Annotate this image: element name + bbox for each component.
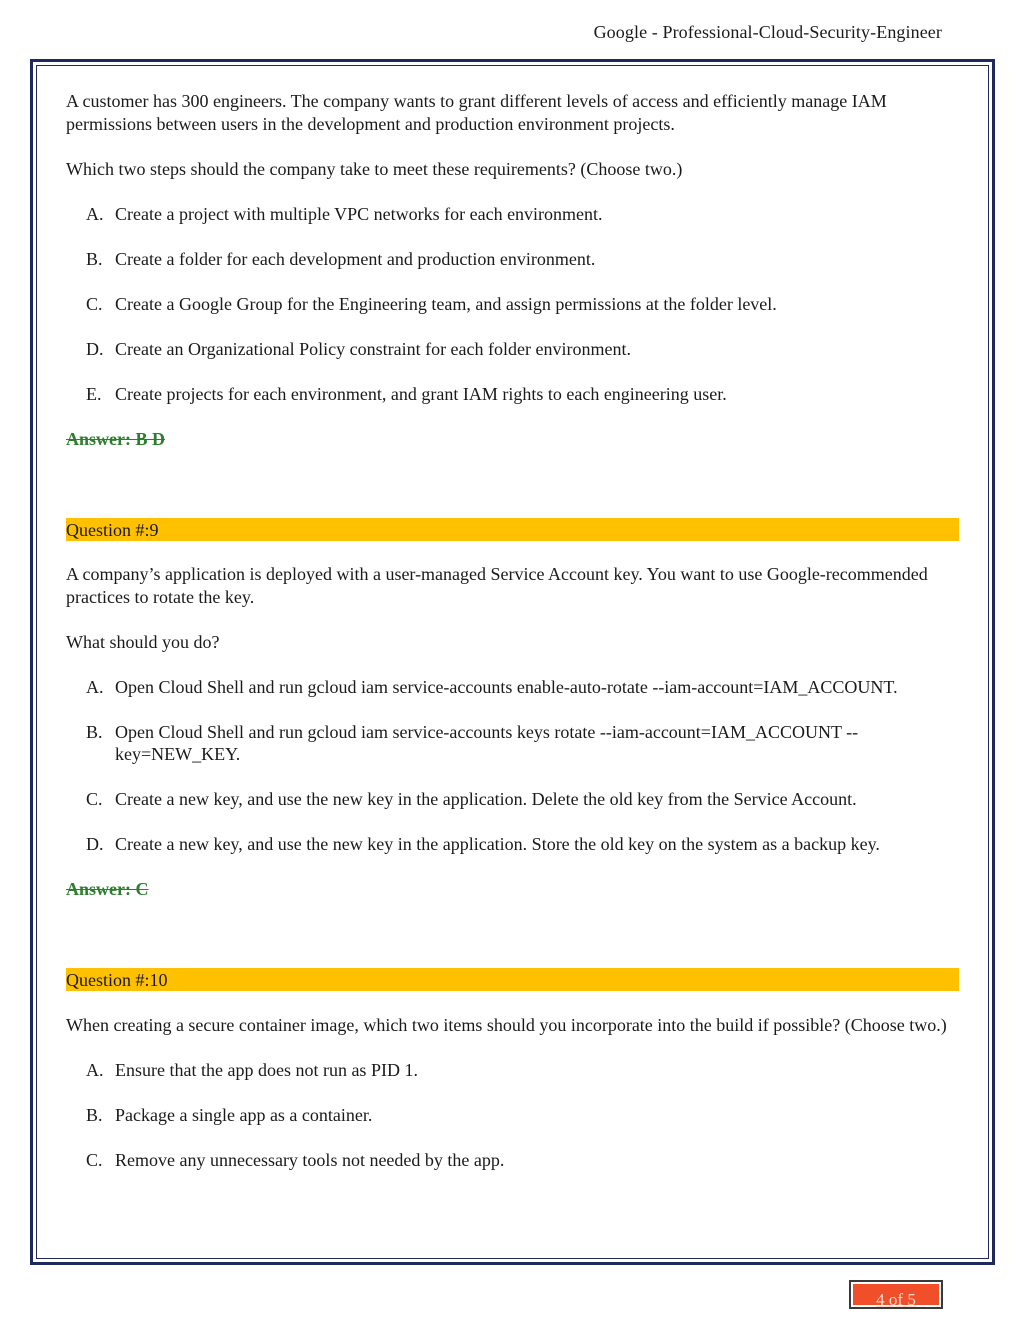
- option-d: [66, 338, 959, 361]
- question-heading-bar: [66, 518, 959, 541]
- page-number-badge[interactable]: [849, 1280, 943, 1309]
- answer-label: Answer: B D: [66, 428, 165, 449]
- option-text: Create a Google Group for the Engineering team, and assign permissions at the folder level.: [115, 293, 777, 314]
- option-text: Open Cloud Shell and run gcloud iam service-accounts keys rotate --iam-account=IAM_ACCOUNT --key=NEW_KEY.: [115, 721, 859, 764]
- page-number-text[interactable]: 4 of 5: [876, 1290, 916, 1309]
- option-text: Create a project with multiple VPC networks for each environment.: [115, 203, 603, 224]
- question-heading-bar: [66, 968, 959, 991]
- document-header: Google - Professional-Cloud-Security-Engineer: [593, 22, 942, 42]
- option-e: [66, 383, 959, 406]
- option-letter: D.: [86, 338, 104, 359]
- option-c: [66, 788, 959, 811]
- question-text: A company’s application is deployed with a user-managed Service Account key. You want to use Google-recommended practices to rotate the key.: [66, 564, 928, 607]
- option-text: Remove any unnecessary tools not needed by the app.: [115, 1149, 505, 1170]
- option-letter: A.: [86, 1059, 104, 1080]
- option-text: Create an Organizational Policy constraint for each folder environment.: [115, 338, 631, 359]
- page-content: [66, 90, 959, 1194]
- question-prompt: What should you do?: [66, 631, 220, 652]
- option-text: Create a folder for each development and production environment.: [115, 248, 596, 269]
- option-text: Create projects for each environment, and grant IAM rights to each engineering user.: [115, 383, 727, 404]
- option-c: [66, 1149, 959, 1172]
- option-text: Ensure that the app does not run as PID 1.: [115, 1059, 418, 1080]
- option-letter: A.: [86, 203, 104, 224]
- answer-label: Answer: C: [66, 879, 149, 899]
- question-number: Question #:9: [66, 519, 159, 540]
- question-number: Question #:10: [66, 970, 168, 990]
- option-b: [66, 1104, 959, 1127]
- question-prompt: Which two steps should the company take to meet these requirements? (Choose two.): [66, 158, 683, 179]
- option-letter: C.: [86, 293, 103, 314]
- question-8: [66, 90, 959, 450]
- option-a: [66, 676, 959, 699]
- question-text: A customer has 300 engineers. The company wants to grant different levels of access and efficiently manage IAM permissions between users in the development and production environment projects.: [66, 91, 887, 134]
- option-c: [66, 293, 959, 316]
- option-text: Create a new key, and use the new key in the application. Delete the old key from the Service Account.: [115, 789, 857, 809]
- option-text: Create a new key, and use the new key in the application. Store the old key on the system as a backup key.: [115, 834, 880, 854]
- option-letter: B.: [86, 1104, 103, 1125]
- option-letter: A.: [86, 676, 104, 697]
- option-b: [66, 248, 959, 271]
- option-letter: D.: [86, 834, 104, 854]
- option-letter: B.: [86, 248, 103, 269]
- question-10: [66, 968, 959, 1171]
- option-d: [66, 833, 959, 856]
- question-9: [66, 518, 959, 901]
- option-letter: C.: [86, 1149, 103, 1170]
- option-letter: B.: [86, 721, 103, 742]
- option-letter: E.: [86, 383, 102, 404]
- option-text: Open Cloud Shell and run gcloud iam service-accounts enable-auto-rotate --iam-account=IAM_ACCOUNT.: [115, 676, 898, 697]
- option-a: [66, 203, 959, 226]
- option-a: [66, 1059, 959, 1082]
- question-text: When creating a secure container image, which two items should you incorporate into the build if possible? (Choose two.): [66, 1014, 947, 1035]
- option-letter: C.: [86, 789, 103, 809]
- option-b: [66, 721, 959, 766]
- option-text: Package a single app as a container.: [115, 1104, 373, 1125]
